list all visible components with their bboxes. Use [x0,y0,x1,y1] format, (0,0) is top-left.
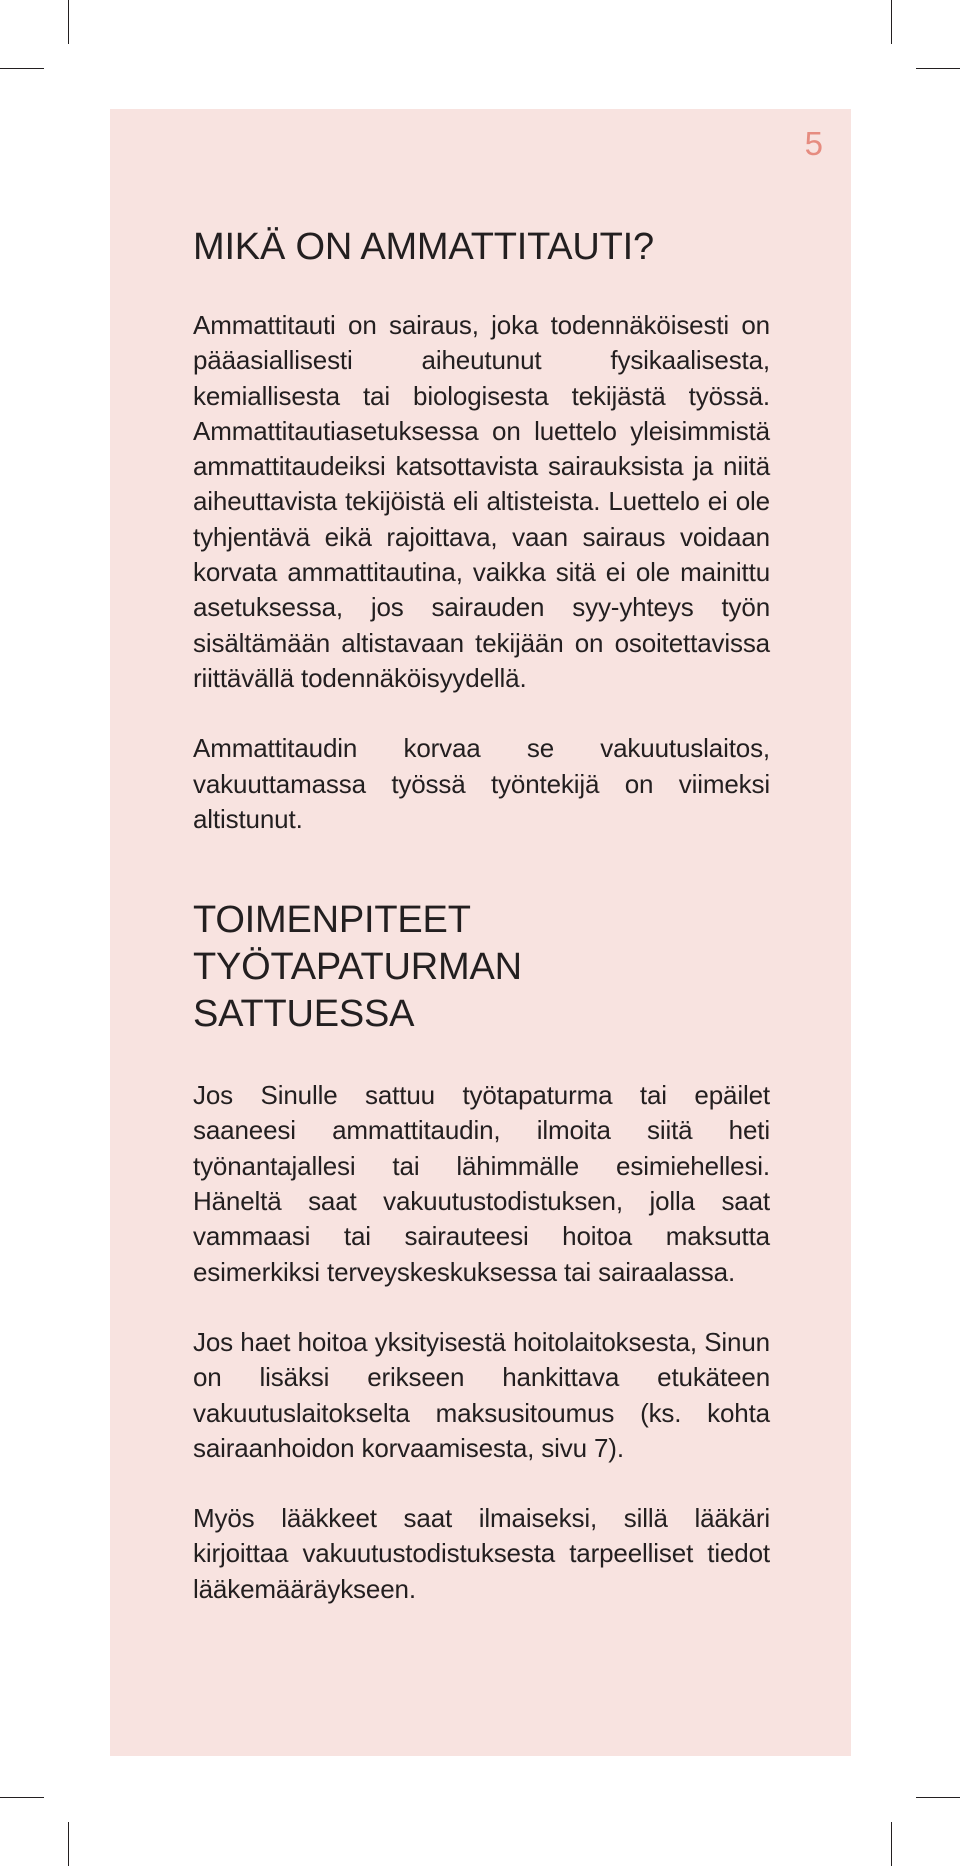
crop-mark-bottom-right-horizontal [916,1797,960,1798]
crop-mark-bottom-left-horizontal [0,1797,44,1798]
paragraph-private-care: Jos haet hoitoa yksityisestä hoitolaitoksesta, Sinun on lisäksi erikseen hankittava etukäteen vakuutuslaitokselta maksusitoumus (ks. kohta sairaanhoidon korvaamisesta, sivu 7). [193,1326,770,1463]
crop-mark-top-right-horizontal [916,68,960,69]
paragraph-occupational-disease-definition: Ammattitauti on sairaus, joka todennäköisesti on pääasiallisesti aiheutunut fysikaalisesta, kemiallisesta tai biologisesta tekijästä työssä. Ammattitautiasetuksessa on luettelo yleisimmistä ammattitaudeiksi katsottavista sairauksista ja niitä aiheuttavista tekijöistä eli altisteista. Luettelo ei ole tyhjentävä eikä rajoittava, vaan sairaus voidaan korvata ammattitautina, vaikka sitä ei ole mainittu asetuksessa, jos sairauden syy-yhteys työn sisältämään altistavaan tekijään on osoitettavissa riittävällä todennäköisyydellä. [193,310,770,693]
section-heading-occupational-disease: MIKÄ ON AMMATTITAUTI? [193,226,654,268]
page-panel [110,109,851,1756]
crop-mark-top-right-vertical [891,0,892,44]
paragraph-compensation-insurer: Ammattitaudin korvaa se vakuutuslaitos, vakuuttamassa työssä työntekijä on viimeksi altistunut. [193,733,770,834]
page-number: 5 [804,125,823,162]
crop-mark-bottom-left-vertical [68,1822,69,1866]
crop-mark-bottom-right-vertical [891,1822,892,1866]
paragraph-free-medicine: Myös lääkkeet saat ilmaiseksi, sillä lääkäri kirjoittaa vakuutustodistuksesta tarpeelliset tiedot lääkemääräykseen. [193,1503,770,1604]
page-content [193,224,770,1607]
paragraph-report-accident: Jos Sinulle sattuu työtapaturma tai epäilet saaneesi ammattitaudin, ilmoita siitä heti työnantajallesi tai lähimmälle esimiehellesi. Häneltä saat vakuutustodistuksen, jolla saat vammaasi tai sairauteesi hoitoa maksutta esimerkiksi terveyskeskuksessa tai sairaalassa. [193,1080,770,1287]
crop-mark-top-left-vertical [68,0,69,44]
heading-line: TYÖTAPATURMAN [193,946,522,989]
heading-line: TOIMENPITEET [193,899,471,942]
crop-mark-top-left-horizontal [0,68,44,69]
heading-line: SATTUESSA [193,993,415,1036]
section-heading-accident-actions [193,897,770,1038]
